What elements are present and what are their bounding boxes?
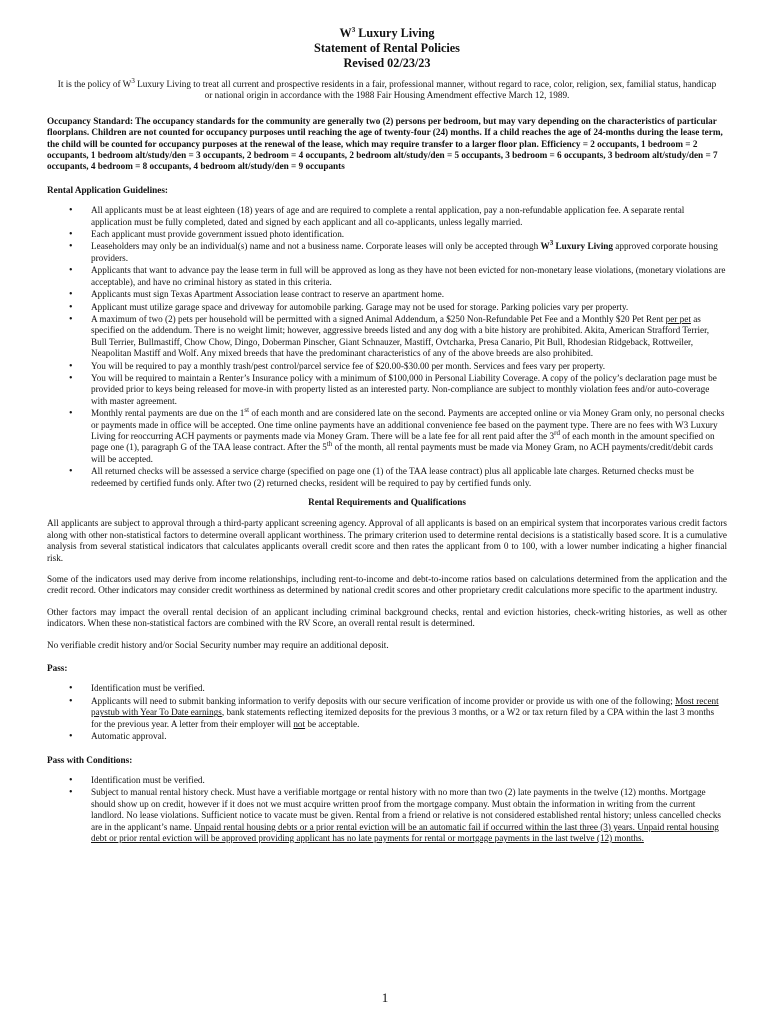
list-item: • Leaseholders may only be an individual(s) name and not a business name. Corporate leases will only be accepted through $W^3$ Luxury Living approved corporate housing providers. [91,241,727,264]
list-item: • Each applicant must provide government issued photo identification. [91,229,727,240]
occupancy-standard: Occupancy Standard: The occupancy standards for the community are generally two (2) persons per bedroom, but may vary depending on the characteristics of particular floorplans. Children are not counted for occupancy purposes until reaching the age of twenty-four (24) months. If a child reaches the age of 24-months during the lease term, the child will be counted for occupancy purposes at the renewal of the lease, which may require transfer to a larger floor plan. Efficiency = 2 occupants, 1 bedroom = 2 occupants, 1 bedroom alt/study/den = 3 occupants, 2 bedroom = 4 occupants, 2 bedroom alt/study/den = 5 occupants, 3 bedroom = 6 occupants, 3 bedroom alt/study/den = 7 occupants, 4 bedroom = 8 occupants, 4 bedroom alt/study/den = 9 occupants [47,115,723,172]
requirements-paragraph-2: Some of the indicators used may derive from income relationships, including rent-to-income and debt-to-income ratios based on calculations determined from the application and the credit record. Other indicators may consider credit worthiness as determined by national credit scores and other proprietary credit calculations more specific to the apartment industry. [47,574,727,596]
list-item: • Applicants must sign Texas Apartment Association lease contract to reserve an apartment home. [91,289,727,300]
requirements-paragraph-4: No verifiable credit history and/or Social Security number may require an additional deposit. [47,639,389,650]
list-item: • All returned checks will be assessed a service charge (specified on page one (1) of the TAA lease contract) plus all applicable late charges. Returned checks must be redeemed by certified funds only. After two (2) returned checks, resident will be required to pay by certified funds only. [91,466,727,489]
pass-list [47,683,727,742]
pass-heading: Pass: [47,663,68,674]
list-item: • Applicants will need to submit banking information to verify deposits with our secure verification of income provider or provide us with one of the following; Most recent paystub with Year To Date earnings, bank statements reflecting itemized deposits for the previous 3 months, or a W2 or tax return filed by a CPA within the last 3 months for the previous year. A letter from their employer will not be acceptable. [91,696,727,730]
pass-with-conditions-heading: Pass with Conditions: [47,754,133,765]
list-item: • All applicants must be at least eighteen (18) years of age and are required to complete a rental application, pay a non-refundable application fee. A separate rental application must be fully completed, dated and signed by each applicant and all co-applicants, unless legally married. [91,205,727,228]
list-item: • A maximum of two (2) pets per household will be permitted with a signed Animal Addendum, a $250 Non-Refundable Pet Fee and a Monthly $20 Pet Rent per pet as specified on the addendum. There is no weight limit; however, aggressive breeds listed and any dog with a bite history are prohibited. Akita, American Strafford Terrier, Bull Terrier, Bullmastiff, Chow Chow, Dingo, Doberman Pinscher, Giant Schnauzer, Mastiff, Ovtcharka, Presa Canario, Pit Bull, Rhodesian Ridgeback, Rottweiler, Neapolitan Mastiff and Wolf. Any mixed breeds that have the predominant characteristics of any of the above breeds are also prohibited. [91,314,727,360]
guidelines-list [47,205,727,489]
list-item: • Applicant must utilize garage space and driveway for automobile parking. Garage may not be used for storage. Parking policies vary per property. [91,302,727,313]
list-item: • Identification must be verified. [91,775,727,786]
revision-date: Revised 02/23/23 [343,56,431,70]
guidelines-heading: Rental Application Guidelines: [47,184,168,195]
document-subtitle: Statement of Rental Policies [314,41,460,55]
list-item: • Applicants that want to advance pay the lease term in full will be approved as long as they have not been evicted for non-monetary lease violations, (monetary violations are acceptable), and have no criminal history as stated in this criteria. [91,265,727,288]
list-item: • You will be required to pay a monthly trash/pest control/parcel service fee of $20.00-$30.00 per month. Services and fees vary per property. [91,361,727,372]
list-item: • Monthly rental payments are due on the 1st of each month and are considered late on the second. Payments are accepted online or via Money Gram only, no personal checks or payments made in office will be accepted. One time online payments have an additional convenience fee based on the payment type. There are no fees with W3 Luxury Living for reoccurring ACH payments or payments made via Money Gram. There will be a late fee for all rent paid after the 3rd of each month in the amount specified on page one (1), paragraph G of the TAA lease contract. After the 5th of the month, all rental payments must be made via Money Gram, no ACH payments/credit/debit cards will be accepted. [91,408,727,465]
pass-with-conditions-list [47,775,727,844]
document-title: $W^3$ Luxury Living [339,25,435,40]
requirements-paragraph-1: All applicants are subject to approval through a third-party applicant screening agency. Approval of all applicants is based on an empirical system that incorporates various credit factors along with other non-statistical factors to determine overall applicant worthiness. The primary criterion used to determine rental decisions is a statistically based score. It is a cumulative analysis from several statistical indicators that calculates applicants overall credit score and then rates the applicant from 0 to 100, with a lower number indicating a higher financial risk. [47,518,727,563]
list-item: • Subject to manual rental history check. Must have a verifiable mortgage or rental history with no more than two (2) late payments in the twelve (12) months. Mortgage should show up on credit, however if it does not we must acquire written proof from the mortgage company. Must obtain the information in writing from the current landlord. No lease violations. Sufficient notice to vacate must be given. Rental from a friend or relative is not considered established rental history; unless cancelled checks are in the applicant’s name. Unpaid rental housing debts or a prior rental eviction will be an automatic fail if occurred within the last three (3) years. Unpaid rental housing debt or prior rental eviction will be approved providing applicant has no late payments for rental or mortgage payments in the last twelve (12) months. [91,787,727,844]
list-item: • You will be required to maintain a Renter’s Insurance policy with a minimum of $100,000 in Personal Liability Coverage. A copy of the policy’s declaration page must be provided prior to keys being released for move-in with property listed as an interested party. Non-compliance are subject to monthly violation fees and/or auto-coverage with master agreement. [91,373,727,407]
list-item: • Identification must be verified. [91,683,727,694]
requirements-heading: Rental Requirements and Qualifications [308,497,466,507]
page-number: 1 [381,990,389,1005]
requirements-paragraph-3: Other factors may impact the overall rental decision of an applicant including criminal background checks, rental and eviction histories, check-writing histories, as well as other indicators. When these non-statistical factors are combined with the RV Score, an overall rental result is determined. [47,606,727,629]
document-page [47,26,727,845]
fair-housing-statement: It is the policy of $W^3$ Luxury Living to treat all current and prospective residents in a fair, professional manner, without regard to race, color, religion, sex, familial status, handicap or national origin in accordance with the 1988 Fair Housing Amendment effective March 12, 1989. [57,76,717,101]
list-item: • Automatic approval. [91,731,727,742]
